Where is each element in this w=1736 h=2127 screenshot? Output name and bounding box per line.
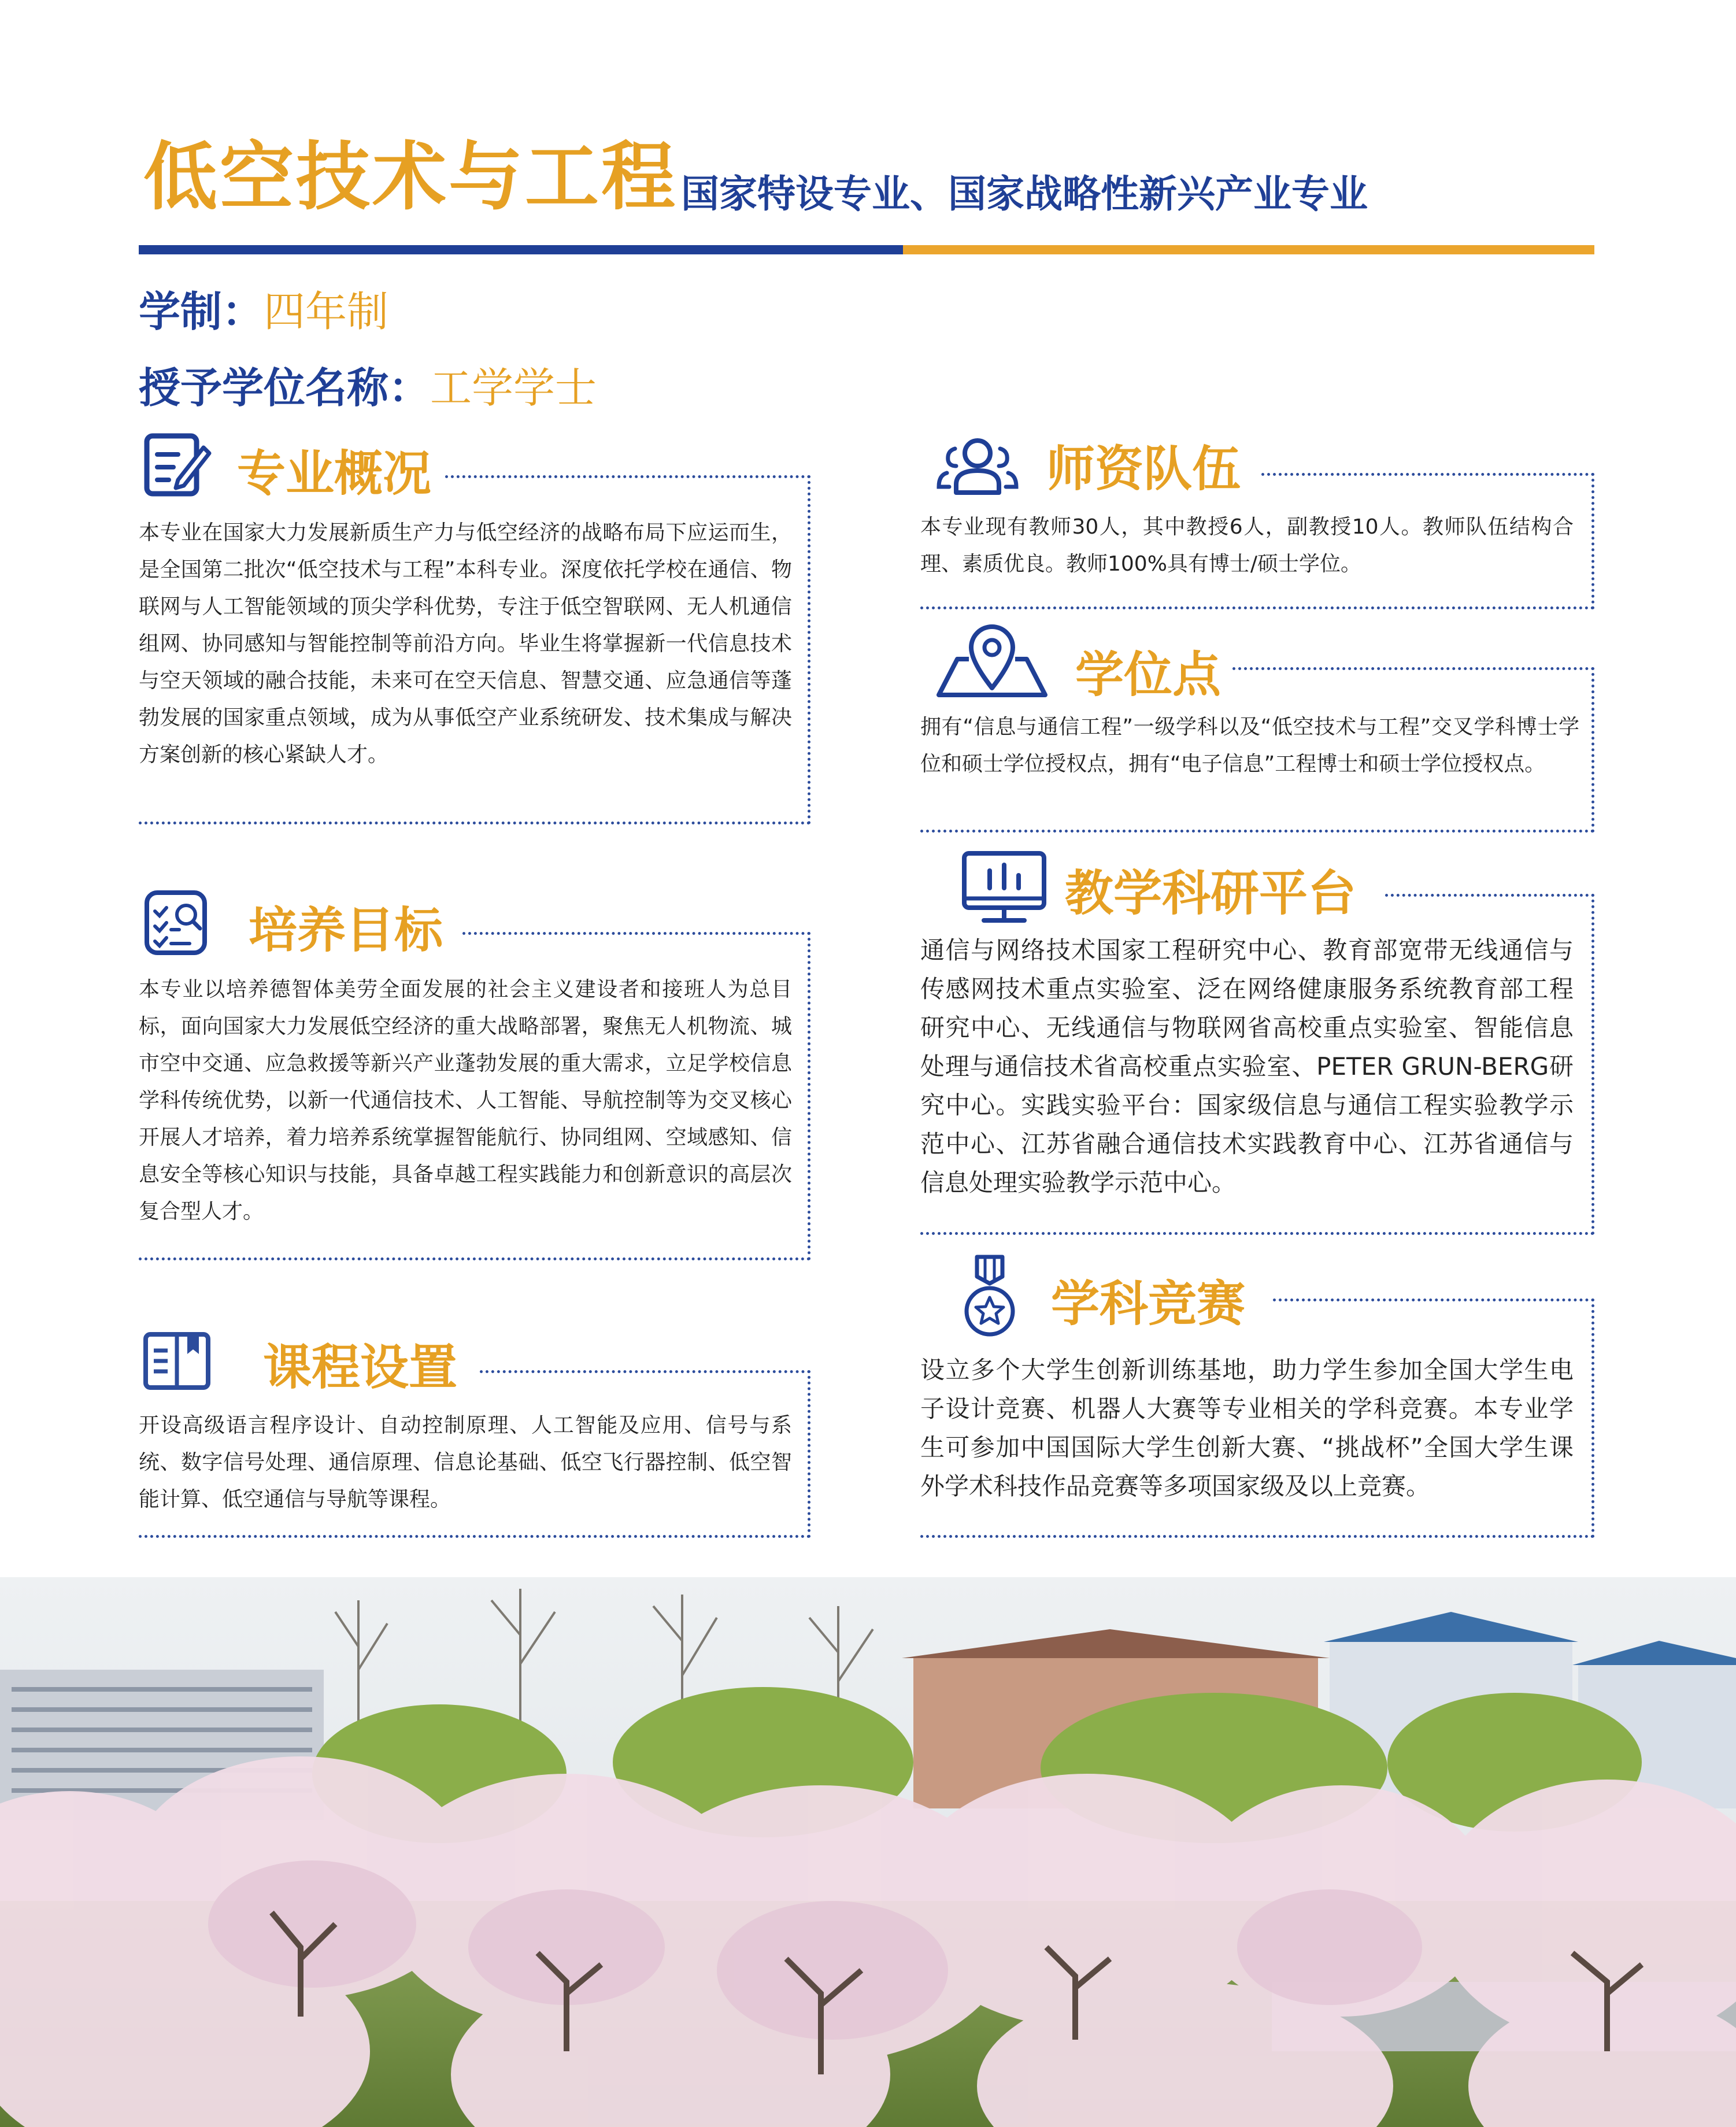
section-courses-text: 开设高级语言程序设计、自动控制原理、人工智能及应用、信号与系统、数字信号处理、通信原理、信息论基础、低空飞行器控制、低空智能计算、低空通信与导航等课程。	[139, 1414, 792, 1511]
section-faculty-text: 本专业现有教师30人，其中教授6人，副教授10人。教师队伍结构合理、素质优良。教师100%具有博士/硕士学位。	[920, 515, 1574, 576]
degree-row	[139, 362, 597, 414]
degree-value: 工学学士	[430, 364, 597, 412]
section-platforms-border-top	[1385, 894, 1594, 897]
section-competitions-border-right	[1591, 1299, 1594, 1538]
section-platforms-border-right	[1591, 894, 1594, 1235]
section-degree-points-border-top	[1232, 667, 1594, 670]
section-overview-border-right	[808, 475, 810, 824]
title-divider-blue	[139, 245, 903, 254]
section-degree-points-title: 学位点	[1075, 646, 1222, 703]
section-faculty	[920, 428, 1594, 609]
section-goals-border-right	[808, 932, 810, 1260]
section-goals-title: 培养目标	[249, 902, 443, 959]
section-degree-points	[920, 617, 1594, 833]
duration-value: 四年制	[264, 287, 389, 336]
section-faculty-title: 师资队伍	[1046, 441, 1241, 497]
section-faculty-border-top	[1261, 473, 1594, 476]
section-platforms	[920, 844, 1594, 1235]
section-competitions-border-bottom	[920, 1535, 1594, 1538]
checklist-search-icon	[142, 888, 212, 957]
section-competitions-title: 学科竞赛	[1051, 1275, 1246, 1332]
duration-label: 学制：	[139, 287, 264, 336]
section-faculty-border-right	[1591, 473, 1594, 609]
duration-row	[139, 286, 388, 338]
page-subtitle: 国家特设专业、国家战略性新兴产业专业	[681, 172, 1368, 216]
section-goals-border-bottom	[139, 1257, 810, 1260]
section-goals-border-top	[462, 932, 810, 935]
edit-document-icon	[142, 431, 212, 501]
section-competitions-border-top	[1273, 1299, 1594, 1301]
section-degree-points-border-right	[1591, 667, 1594, 833]
map-pin-icon	[934, 623, 1050, 693]
section-platforms-title: 教学科研平台	[1065, 865, 1357, 922]
section-platforms-text: 通信与网络技术国家工程研究中心、教育部宽带无线通信与传感网技术重点实验室、泛在网络健康服务系统教育部工程研究中心、无线通信与物联网省高校重点实验室、智能信息处理与通信技术省高校重点实验室、PETER GRUN-BERG研究中心。实践实验平台：国家级信息与通信工程实验教学示范中心、江苏省融合通信技术实践教育中心、江苏省通信与信息处理实验教学示范中心。	[920, 936, 1574, 1197]
team-icon	[934, 431, 1021, 501]
section-courses	[139, 1318, 810, 1538]
section-courses-border-top	[480, 1370, 810, 1373]
book-icon	[142, 1326, 212, 1396]
section-courses-border-right	[808, 1370, 810, 1538]
section-overview	[139, 428, 810, 824]
section-overview-border-bottom	[139, 822, 810, 824]
title-divider-orange	[903, 245, 1594, 254]
section-overview-title: 专业概况	[237, 445, 432, 502]
section-competitions-text: 设立多个大学生创新训练基地，助力学生参加全国大学生电子设计竞赛、机器人大赛等专业相关的学科竞赛。本专业学生可参加中国国际大学生创新大赛、“挑战杯”全国大学生课外学术科技作品竞赛等多项国家级及以上竞赛。	[920, 1356, 1574, 1500]
degree-label: 授予学位名称：	[139, 364, 431, 412]
section-degree-points-text: 拥有“信息与通信工程”一级学科以及“低空技术与工程”交叉学科博士学位和硕士学位授权点，拥有“电子信息”工程博士和硕士学位授权点。	[920, 715, 1579, 776]
monitor-chart-icon	[961, 850, 1047, 919]
section-faculty-border-bottom	[920, 606, 1594, 609]
section-courses-border-bottom	[139, 1535, 810, 1538]
section-degree-points-border-bottom	[920, 830, 1594, 833]
section-platforms-border-bottom	[920, 1232, 1594, 1235]
medal-icon	[961, 1253, 1019, 1340]
section-competitions	[920, 1251, 1594, 1538]
page-title: 低空技术与工程	[143, 134, 678, 220]
section-overview-text: 本专业在国家大力发展新质生产力与低空经济的战略布局下应运而生，是全国第二批次“低空技术与工程”本科专业。深度依托学校在通信、物联网与人工智能领域的顶尖学科优势，专注于低空智联网、无人机通信组网、协同感知与智能控制等前沿方向。毕业生将掌握新一代信息技术与空天领域的融合技能，未来可在空天信息、智慧交通、应急通信等蓬勃发展的国家重点领域，成为从事低空产业系统研发、技术集成与解决方案创新的核心紧缺人才。	[139, 521, 792, 767]
section-goals-text: 本专业以培养德智体美劳全面发展的社会主义建设者和接班人为总目标，面向国家大力发展低空经济的重大战略部署，聚焦无人机物流、城市空中交通、应急救援等新兴产业蓬勃发展的重大需求，立足学校信息学科传统优势，以新一代通信技术、人工智能、导航控制等为交叉核心开展人才培养，着力培养系统掌握智能航行、协同组网、空域感知、信息安全等核心知识与技能，具备卓越工程实践能力和创新意识的高层次复合型人才。	[139, 978, 792, 1223]
section-goals	[139, 885, 810, 1260]
section-overview-border-top	[445, 475, 810, 478]
campus-cherry-blossom-photo	[0, 1577, 1736, 2127]
section-courses-title: 课程设置	[263, 1339, 458, 1396]
